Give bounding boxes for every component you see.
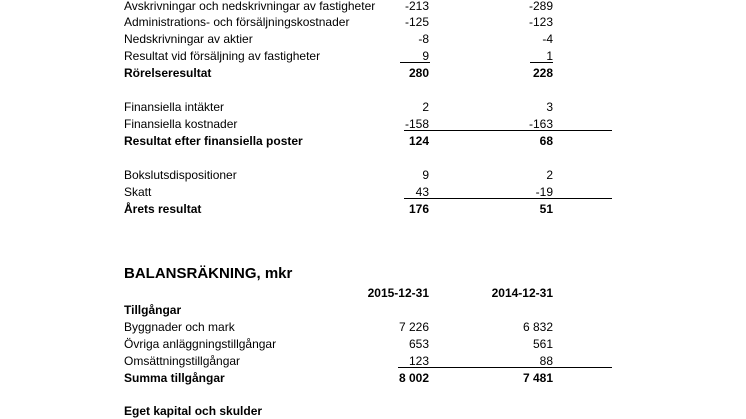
row-label: Bokslutsdispositioner (124, 168, 237, 182)
year-result-2014: 51 (539, 202, 553, 216)
column-header-2015: 2015-12-31 (367, 286, 429, 300)
row-label: Finansiella kostnader (124, 117, 238, 131)
total-assets-label: Summa tillgångar (124, 371, 225, 385)
row-label: Avskrivningar och nedskrivningar av fastigheter (124, 0, 376, 13)
underline-rule (530, 62, 553, 63)
row-value-2014: -163 (528, 117, 553, 131)
row-label: Skatt (124, 185, 152, 199)
row-value-2014: 3 (546, 100, 553, 114)
row-value-2015: -158 (404, 117, 429, 131)
total-assets-2015: 8 002 (398, 371, 429, 385)
row-value-2014: 1 (546, 49, 553, 63)
underline-rule (404, 130, 612, 131)
row-value-2014: -289 (528, 0, 553, 13)
total-assets-2014: 7 481 (522, 371, 553, 385)
assets-heading: Tillgångar (124, 303, 182, 317)
underline-rule (398, 367, 612, 368)
operating-result-label: Rörelseresultat (124, 66, 212, 80)
row-value-2015: -213 (404, 0, 429, 13)
row-label: Omsättningstillgångar (124, 354, 241, 368)
row-value-2015: 7 226 (398, 320, 429, 334)
row-value-2015: -8 (418, 32, 429, 46)
after-financial-2014: 68 (539, 134, 553, 148)
balance-title: BALANSRÄKNING, mkr (124, 265, 293, 282)
row-value-2014: 2 (546, 168, 553, 182)
row-value-2015: 2 (422, 100, 429, 114)
row-label: Finansiella intäkter (124, 100, 225, 114)
row-value-2014: 561 (532, 337, 553, 351)
column-header-2014: 2014-12-31 (491, 286, 553, 300)
underline-rule (400, 62, 430, 63)
row-value-2014: 88 (539, 354, 553, 368)
row-value-2015: 43 (415, 185, 429, 199)
row-label: Nedskrivningar av aktier (124, 32, 253, 46)
row-value-2015: -125 (404, 15, 429, 29)
underline-rule (404, 198, 612, 199)
year-result-2015: 176 (408, 202, 429, 216)
operating-result-2015: 280 (408, 66, 429, 80)
row-value-2014: -123 (528, 15, 553, 29)
equity-heading: Eget kapital och skulder (124, 404, 263, 418)
row-value-2014: 6 832 (522, 320, 553, 334)
row-value-2014: -19 (535, 185, 553, 199)
after-financial-label: Resultat efter finansiella poster (124, 134, 303, 148)
row-label: Resultat vid försäljning av fastigheter (124, 49, 321, 63)
row-value-2015: 9 (422, 49, 429, 63)
row-value-2014: -4 (542, 32, 553, 46)
year-result-label: Årets resultat (124, 202, 202, 216)
row-value-2015: 123 (408, 354, 429, 368)
row-label: Övriga anläggningstillgångar (124, 337, 277, 351)
operating-result-2014: 228 (532, 66, 553, 80)
row-label: Byggnader och mark (124, 320, 235, 334)
row-value-2015: 653 (408, 337, 429, 351)
row-label: Administrations- och försäljningskostnader (124, 15, 350, 29)
row-value-2015: 9 (422, 168, 429, 182)
after-financial-2015: 124 (408, 134, 429, 148)
